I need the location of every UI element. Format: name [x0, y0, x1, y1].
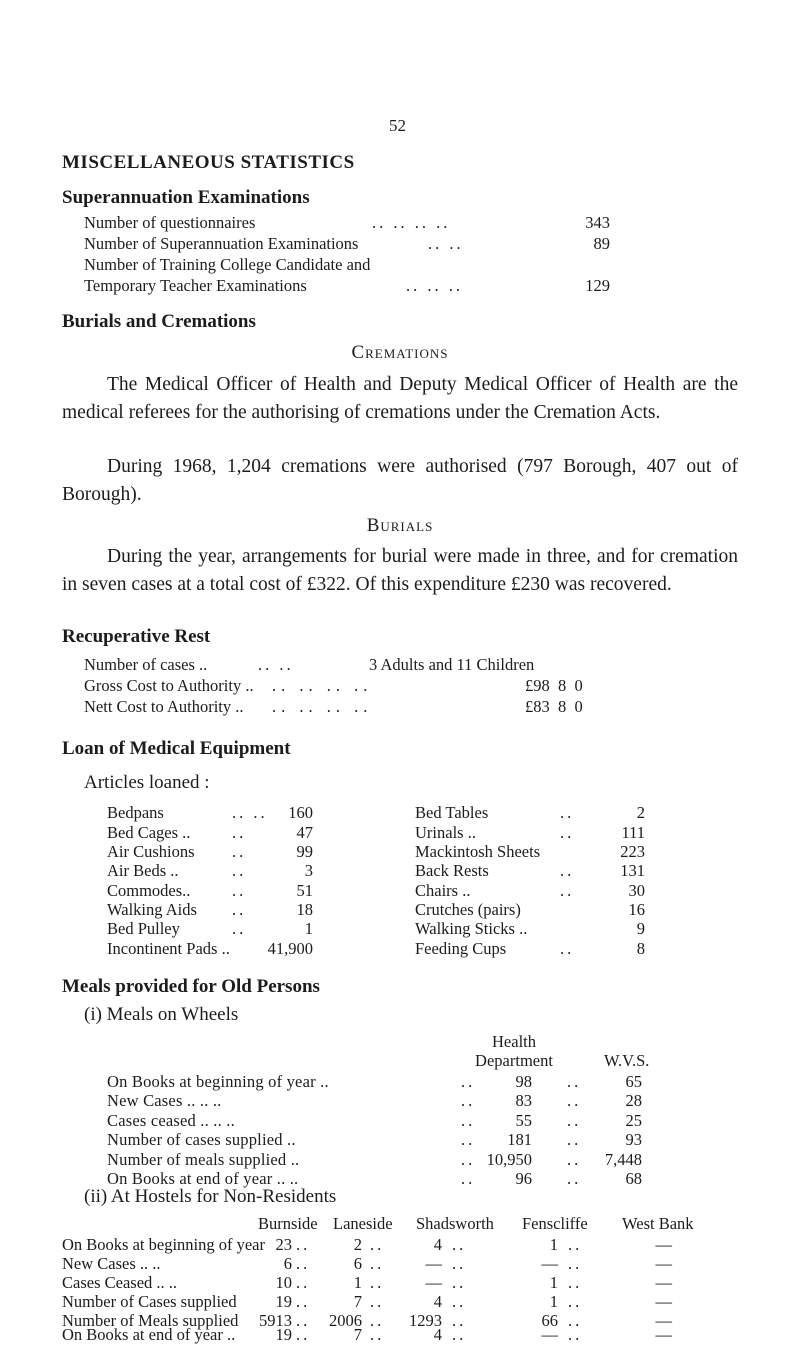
dot-leader: ..	[567, 1111, 582, 1130]
hostel-value: 7	[353, 1292, 362, 1311]
row-value: 3 Adults and 11 Children	[369, 655, 535, 674]
hostel-value: 1293	[409, 1311, 442, 1330]
dot-leader: ..	[296, 1311, 311, 1330]
meals-heading: Meals provided for Old Persons	[62, 976, 320, 997]
cremations-paragraph-1: The Medical Officer of Health and Deputy Medical Officer of Health are the medical referees for the authorising of cremations under the Cremation Acts.	[62, 374, 738, 423]
dot-leader: ..	[568, 1254, 583, 1273]
hostel-value: 23	[275, 1235, 292, 1254]
row-label: Number of Superannuation Examinations	[84, 234, 359, 253]
hostels-column-header: Laneside	[333, 1214, 393, 1233]
health-dept-header-2: Department	[475, 1051, 553, 1070]
articles-loaned-label: Articles loaned :	[84, 772, 210, 793]
hostel-value: 66	[541, 1311, 558, 1330]
item-label: Walking Aids	[107, 900, 197, 919]
hostel-value: —	[541, 1325, 558, 1344]
burials-cremations-heading: Burials and Cremations	[62, 311, 256, 332]
dot-leader: ..	[560, 881, 575, 900]
row-label: Number of cases supplied ..	[107, 1130, 296, 1149]
row-label: Number of Meals supplied	[62, 1311, 239, 1330]
dot-leader: ..	[296, 1292, 311, 1311]
row-label: Number of Cases supplied	[62, 1292, 237, 1311]
burials-subheading: Burials	[366, 515, 434, 536]
health-dept-header-1: Health	[492, 1032, 536, 1051]
recuperative-heading: Recuperative Rest	[62, 626, 211, 647]
dot-leader: ..	[461, 1072, 476, 1091]
item-value: 111	[621, 823, 645, 842]
dot-leader: .. ..	[258, 655, 294, 674]
dot-leader: ..	[568, 1325, 583, 1344]
dot-leader: ..	[370, 1311, 385, 1330]
health-dept-value: 55	[515, 1111, 532, 1130]
dot-leader: ..	[567, 1150, 582, 1169]
wvs-value: 7,448	[604, 1150, 642, 1169]
item-value: 9	[636, 919, 645, 938]
health-dept-value: 98	[515, 1072, 532, 1091]
dot-leader: ..	[567, 1091, 582, 1110]
item-value: 99	[296, 842, 313, 861]
row-label: Number of cases ..	[84, 655, 208, 674]
hostel-value: 1	[549, 1292, 558, 1311]
row-label: On Books at end of year .. ..	[107, 1169, 299, 1188]
item-label: Air Beds ..	[107, 861, 179, 880]
hostels-column-header: Shadsworth	[416, 1214, 494, 1233]
dot-leader: ..	[296, 1273, 311, 1292]
item-label: Bedpans	[107, 803, 164, 822]
hostel-value: 1	[549, 1273, 558, 1292]
dot-leader: .. .. .. ..	[272, 697, 373, 716]
item-label: Chairs ..	[415, 881, 471, 900]
hostel-value: —	[655, 1273, 672, 1292]
loan-heading: Loan of Medical Equipment	[62, 738, 291, 759]
dot-leader: ..	[560, 939, 575, 958]
item-label: Bed Pulley	[107, 919, 180, 938]
item-label: Bed Tables	[415, 803, 489, 822]
dot-leader: ..	[461, 1111, 476, 1130]
burials-paragraph: During the year, arrangements for burial were made in three, and for cremation in seven cases at a total cost of £322. Of this expenditure £230 was recovered.	[62, 546, 738, 595]
dot-leader: ..	[296, 1325, 311, 1344]
item-value: 18	[296, 900, 313, 919]
row-value: 129	[585, 276, 610, 295]
item-label: Back Rests	[415, 861, 489, 880]
item-value: 8	[636, 939, 645, 958]
hostels-column-header: West Bank	[622, 1214, 694, 1233]
row-label: New Cases .. ..	[62, 1254, 161, 1273]
item-label: Crutches (pairs)	[415, 900, 521, 919]
dot-leader: ..	[567, 1130, 582, 1149]
item-value: 131	[620, 861, 645, 880]
hostel-value: —	[541, 1254, 558, 1273]
dot-leader: ..	[461, 1130, 476, 1149]
row-label: Cases Ceased .. ..	[62, 1273, 178, 1292]
hostels-column-header: Burnside	[258, 1214, 318, 1233]
dot-leader: ..	[232, 881, 247, 900]
hostel-value: —	[425, 1254, 442, 1273]
item-label: Urinals ..	[415, 823, 476, 842]
dot-leader: ..	[232, 861, 247, 880]
hostel-value: 19	[275, 1292, 292, 1311]
dot-leader: ..	[452, 1311, 467, 1330]
dot-leader: ..	[232, 900, 247, 919]
dot-leader: ..	[370, 1254, 385, 1273]
row-label: Number of questionnaires	[84, 213, 256, 232]
hostel-value: 2	[353, 1235, 362, 1254]
cremations-subheading: Cremations	[351, 342, 449, 363]
item-label: Commodes..	[107, 881, 191, 900]
page-number: 52	[389, 116, 406, 135]
hostels-heading: (ii) At Hostels for Non-Residents	[84, 1186, 337, 1207]
item-label: Mackintosh Sheets	[415, 842, 541, 861]
row-value: £83 8 0	[525, 697, 583, 716]
hostel-value: 19	[275, 1325, 292, 1344]
row-label: Number of Training College Candidate and	[84, 255, 371, 274]
wvs-value: 28	[625, 1091, 642, 1110]
dot-leader: .. ..	[428, 234, 464, 253]
wvs-header: W.V.S.	[604, 1051, 650, 1070]
dot-leader: ..	[560, 861, 575, 880]
hostel-value: 2006	[329, 1311, 362, 1330]
dot-leader: ..	[232, 842, 247, 861]
item-value: 1	[304, 919, 313, 938]
row-label: Number of meals supplied ..	[107, 1150, 300, 1169]
wvs-value: 68	[625, 1169, 642, 1188]
hostel-value: 4	[433, 1325, 442, 1344]
cremations-paragraph-2: During 1968, 1,204 cremations were authorised (797 Borough, 407 out of Borough).	[62, 456, 738, 505]
hostel-value: 6	[283, 1254, 292, 1273]
row-label: New Cases .. .. ..	[107, 1091, 222, 1110]
row-label: On Books at beginning of year ..	[107, 1072, 329, 1091]
row-label: Nett Cost to Authority ..	[84, 697, 244, 716]
hostel-value: 1	[549, 1235, 558, 1254]
hostel-value: —	[655, 1254, 672, 1273]
dot-leader: ..	[568, 1292, 583, 1311]
hostel-value: 10	[275, 1273, 292, 1292]
dot-leader: ..	[232, 919, 247, 938]
dot-leader: ..	[568, 1311, 583, 1330]
row-value: 343	[585, 213, 610, 232]
row-label: Cases ceased .. .. ..	[107, 1111, 235, 1130]
item-label: Air Cushions	[107, 842, 195, 861]
dot-leader: ..	[232, 823, 247, 842]
hostel-value: —	[655, 1325, 672, 1344]
hostel-value: 6	[353, 1254, 362, 1273]
dot-leader: ..	[452, 1235, 467, 1254]
item-value: 16	[628, 900, 645, 919]
dot-leader: ..	[567, 1072, 582, 1091]
wvs-value: 25	[625, 1111, 642, 1130]
hostels-column-header: Fenscliffe	[522, 1214, 588, 1233]
item-value: 3	[304, 861, 313, 880]
item-value: 30	[628, 881, 645, 900]
health-dept-value: 83	[515, 1091, 532, 1110]
dot-leader: ..	[296, 1254, 311, 1273]
item-value: 51	[296, 881, 313, 900]
row-label: On Books at end of year ..	[62, 1325, 236, 1344]
wvs-value: 65	[625, 1072, 642, 1091]
dot-leader: ..	[567, 1169, 582, 1188]
item-label: Incontinent Pads ..	[107, 939, 230, 958]
item-value: 223	[620, 842, 645, 861]
hostel-value: —	[425, 1273, 442, 1292]
dot-leader: ..	[452, 1254, 467, 1273]
dot-leader: ..	[296, 1235, 311, 1254]
hostel-value: 7	[353, 1325, 362, 1344]
item-label: Feeding Cups	[415, 939, 507, 958]
dot-leader: ..	[461, 1150, 476, 1169]
hostel-value: 5913	[259, 1311, 292, 1330]
dot-leader: ..	[370, 1273, 385, 1292]
hostel-value: 4	[433, 1235, 442, 1254]
health-dept-value: 181	[507, 1130, 532, 1149]
hostel-value: —	[655, 1235, 672, 1254]
health-dept-value: 10,950	[486, 1150, 532, 1169]
dot-leader: ..	[452, 1273, 467, 1292]
item-value: 47	[296, 823, 313, 842]
dot-leader: .. .. .. ..	[372, 213, 451, 232]
page-title: MISCELLANEOUS STATISTICS	[62, 152, 355, 173]
dot-leader: ..	[568, 1273, 583, 1292]
dot-leader: ..	[568, 1235, 583, 1254]
row-label: Temporary Teacher Examinations	[84, 276, 307, 295]
item-label: Walking Sticks ..	[415, 919, 528, 938]
dot-leader: .. .. .. ..	[272, 676, 373, 695]
item-value: 41,900	[267, 939, 313, 958]
hostel-value: 4	[433, 1292, 442, 1311]
row-label: Gross Cost to Authority ..	[84, 676, 254, 695]
dot-leader: ..	[452, 1325, 467, 1344]
item-value: 160	[288, 803, 313, 822]
wvs-value: 93	[625, 1130, 642, 1149]
hostel-value: 1	[353, 1273, 362, 1292]
row-value: £98 8 0	[525, 676, 583, 695]
dot-leader: ..	[370, 1325, 385, 1344]
item-value: 2	[636, 803, 645, 822]
dot-leader: ..	[560, 823, 575, 842]
dot-leader: ..	[370, 1292, 385, 1311]
row-label: On Books at beginning of year	[62, 1235, 266, 1254]
superannuation-heading: Superannuation Examinations	[62, 187, 310, 208]
dot-leader: ..	[461, 1091, 476, 1110]
dot-leader: .. .. ..	[406, 276, 463, 295]
hostel-value: —	[655, 1292, 672, 1311]
dot-leader: ..	[452, 1292, 467, 1311]
meals-on-wheels-heading: (i) Meals on Wheels	[84, 1004, 239, 1025]
health-dept-value: 96	[515, 1169, 532, 1188]
row-value: 89	[593, 234, 610, 253]
dot-leader: ..	[560, 803, 575, 822]
hostel-value: —	[655, 1311, 672, 1330]
dot-leader: ..	[370, 1235, 385, 1254]
dot-leader: .. ..	[232, 803, 268, 822]
item-label: Bed Cages ..	[107, 823, 191, 842]
dot-leader: ..	[461, 1169, 476, 1188]
